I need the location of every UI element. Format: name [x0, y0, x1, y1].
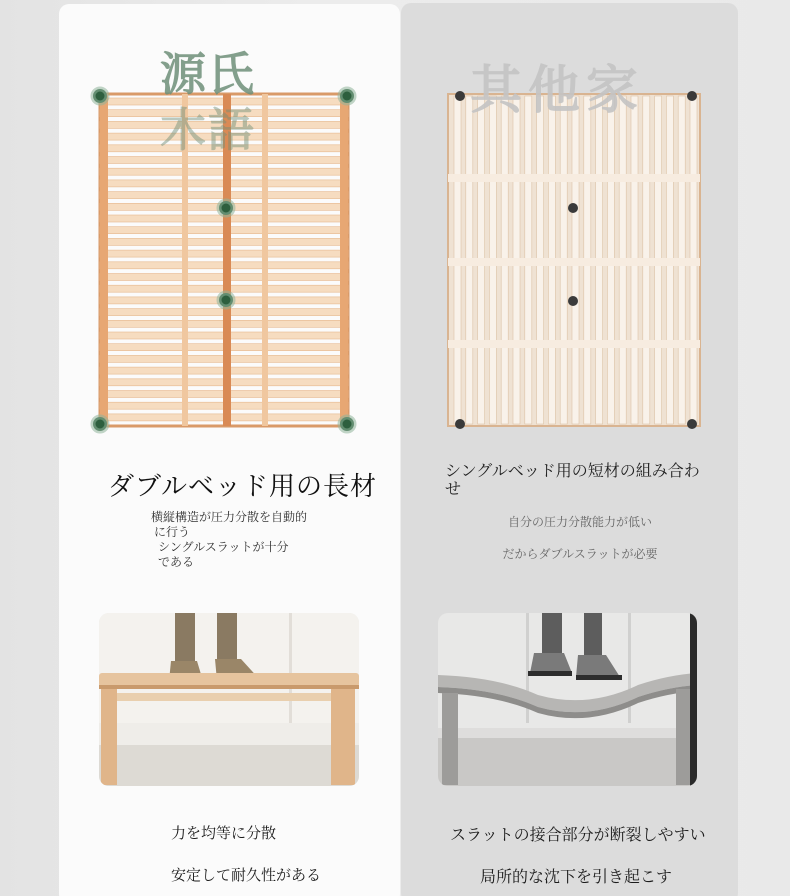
short-slat-frame-diagram — [444, 88, 704, 432]
left-desc-line3: シングルスラットが十分 — [158, 540, 289, 554]
left-description — [151, 510, 321, 570]
left-watermark — [160, 46, 256, 158]
left-desc-line4: である — [158, 555, 195, 569]
stable-bench-photo — [99, 613, 359, 786]
right-desc-line1: 自分の圧力分散能力が低い — [507, 515, 652, 529]
right-watermark: 其他家 — [470, 61, 645, 121]
right-bottom-line1: スラットの接合部分が断裂しやすい — [450, 825, 706, 844]
left-bottom-line1: 力を均等に分散 — [171, 824, 277, 842]
left-desc-line2: に行う — [154, 525, 191, 539]
left-title: ダブルベッド用の長材 — [108, 472, 377, 502]
right-desc-line2: だからダブルスラットが必要 — [502, 547, 658, 561]
left-desc-line1: 横縦構造が圧力分散を自動的 — [151, 510, 308, 524]
right-title: シングルベッド用の短材の組み合わせ — [445, 461, 700, 498]
left-watermark-line1: 源氏 — [160, 47, 256, 101]
left-watermark-line2: 木語 — [160, 103, 256, 157]
sagging-bench-photo — [438, 613, 697, 786]
right-description — [470, 514, 690, 562]
left-bottom-line2: 安定して耐久性がある — [171, 866, 322, 884]
right-bottom-line2: 局所的な沈下を引き起こす — [480, 867, 673, 886]
